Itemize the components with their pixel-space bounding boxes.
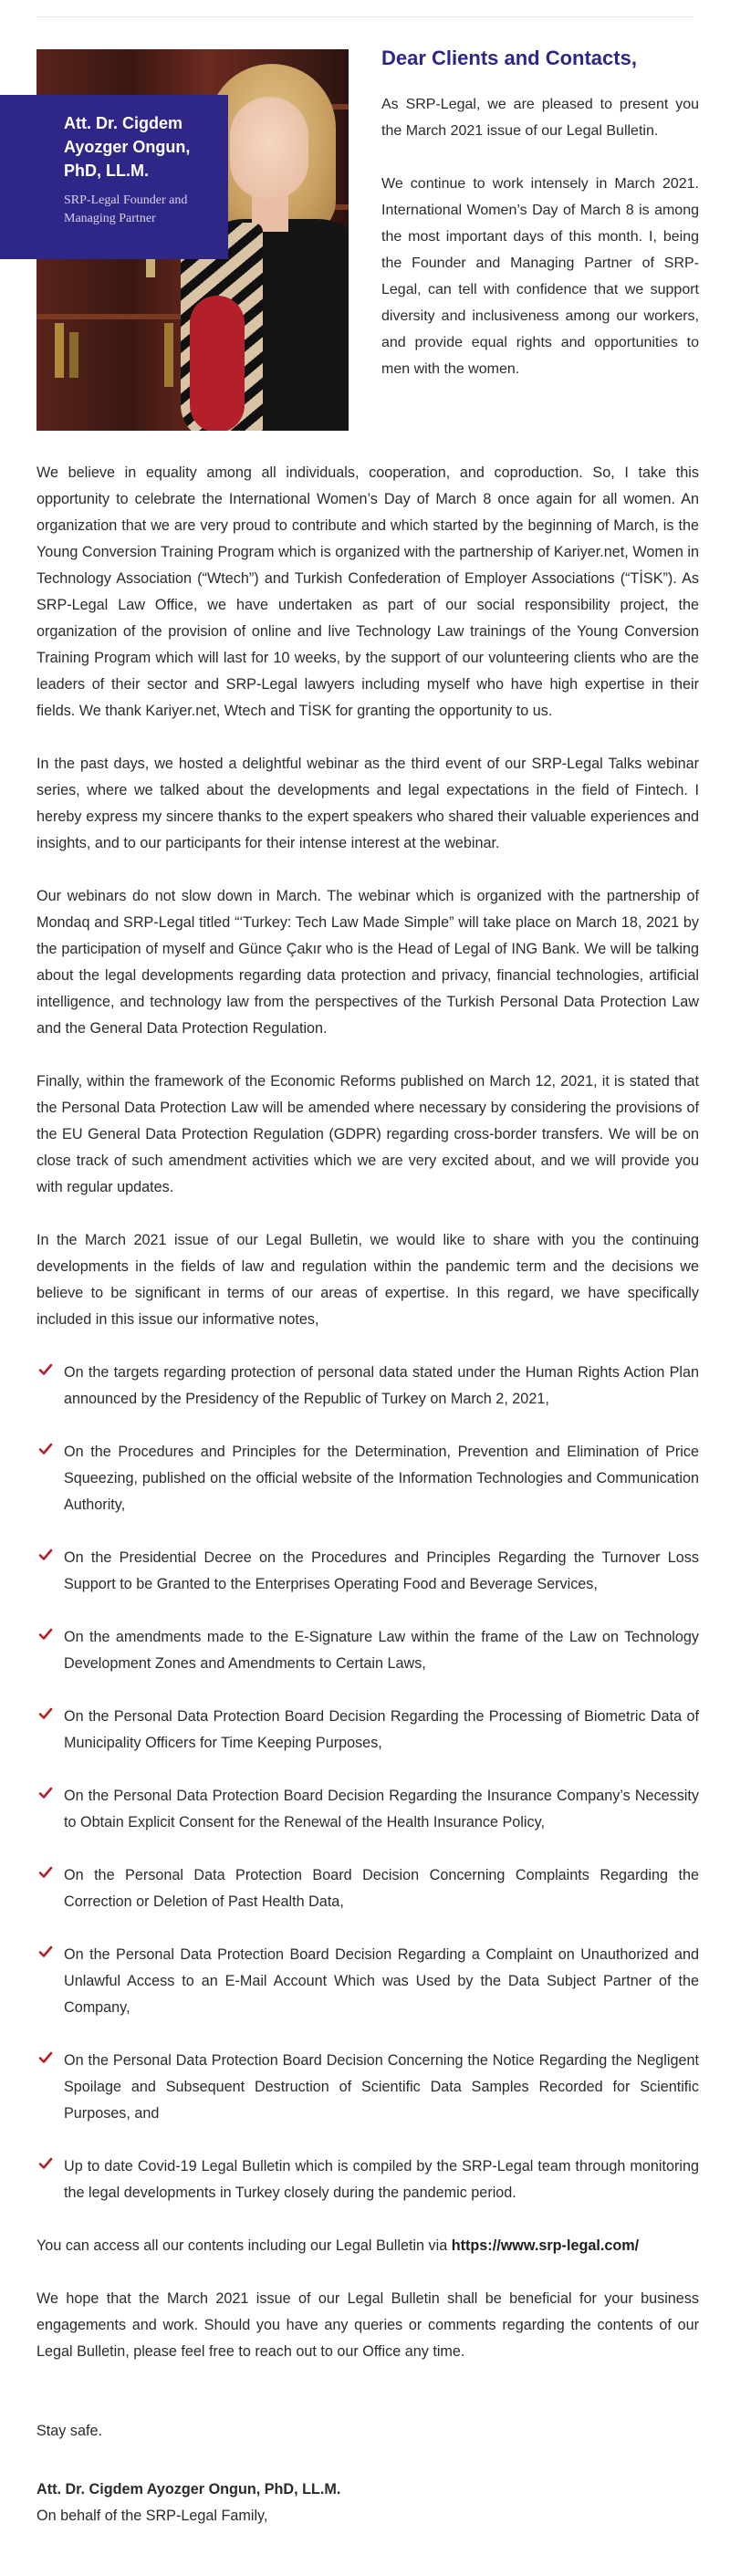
list-item-text: On the Personal Data Protection Board Decision Concerning the Notice Regarding the Negligent Spoilage and Subsequent Destruction of Scientific Data Samples Recorded for Scientific Purposes, and	[64, 2052, 699, 2122]
checkmark-icon	[38, 1627, 53, 1642]
founder-name-card	[0, 95, 228, 259]
access-text: You can access all our contents including our Legal Bulletin via	[36, 2237, 452, 2254]
checkmark-icon	[38, 1786, 53, 1800]
list-item	[36, 1439, 699, 1518]
list-item-text: On the Procedures and Principles for the Determination, Prevention and Elimination of Price Squeezing, published on the official website of the Information Technologies and Communication Authority,	[64, 1444, 699, 1513]
paragraph-equality: We believe in equality among all individuals, cooperation, and coproduction. So, I take this opportunity to celebrate the International Women’s Day of March 8 once again for all women. An organization that we are very proud to contribute and which started by the beginning of March, is the Young Conversion Training Program which is organized with the partnership of Kariyer.net, Women in Technology Association (“Wtech”) and Turkish Confederation of Employer Associations (“TİSK”). As SRP-Legal Law Office, we have undertaken as part of our social responsibility project, the organization of the provision of online and live Technology Law trainings of the Young Conversion Training Program which will last for 10 weeks, by the support of our volunteering clients who are the leaders of their sector and SRP-Legal lawyers including myself who have high expertise in their fields. We thank Kariyer.net, Wtech and TİSK for granting the opportunity to us.	[36, 464, 699, 719]
list-item	[36, 1360, 699, 1413]
signature-name: Att. Dr. Cigdem Ayozger Ongun, PhD, LL.M.	[36, 2481, 341, 2498]
list-item	[36, 1704, 699, 1757]
closing-paragraph: We hope that the March 2021 issue of our Legal Bulletin shall be beneficial for your business engagements and work. Should you have any queries or comments regarding the contents of our Legal Bulletin, please feel free to reach out to our Office any time.	[36, 2290, 699, 2360]
checkmark-icon	[38, 1865, 53, 1880]
intro-column	[381, 44, 699, 409]
list-item	[36, 2048, 699, 2127]
checkmark-icon	[38, 1362, 53, 1377]
checkmark-icon	[38, 1706, 53, 1721]
founder-role: SRP-Legal Founder and Managing Partner	[64, 193, 188, 225]
paragraph-webinar-fintech: In the past days, we hosted a delightful webinar as the third event of our SRP-Legal Talks webinar series, where we talked about the developments and legal expectations in the field of Fintech. I hereby express my sincere thanks to the expert speakers who shared their valuable experiences and insights, and to our participants for their intense interest at the webinar.	[36, 756, 699, 851]
paragraph-economic-reforms: Finally, within the framework of the Economic Reforms published on March 12, 2021, it is stated that the Personal Data Protection Law will be amended where necessary by considering the provisions of the EU General Data Protection Regulation (GDPR) regarding cross-border transfers. We will be on close track of such amendment activities which we are very excited about, and we will provide you with regular updates.	[36, 1073, 699, 1195]
greeting-heading: Dear Clients and Contacts,	[381, 47, 637, 69]
paragraph-webinar-march: Our webinars do not slow down in March. The webinar which is organized with the partnership of Mondaq and SRP-Legal titled “‘Turkey: Tech Law Made Simple” will take place on March 18, 2021 by the participation of myself and Günce Çakır who is the Head of Legal of ING Bank. We will be talking about the legal developments regarding data protection and privacy, financial technologies, artificial intelligence, and technology law from the perspectives of the Turkish Personal Data Protection Law and the General Data Protection Regulation.	[36, 888, 699, 1037]
notes-list	[36, 1360, 699, 2206]
list-item-text: On the Personal Data Protection Board Decision Regarding the Processing of Biometric Data of Municipality Officers for Time Keeping Purposes,	[64, 1708, 699, 1751]
intro-paragraph-2: We continue to work intensely in March 2021. International Women’s Day of March 8 is among the most important days of this month. I, being the Founder and Managing Partner of SRP-Legal, can tell with confidence that we support diversity and inclusiveness among our workers, and provide equal rights and opportunities to men with the women.	[381, 176, 699, 377]
list-item	[36, 2154, 699, 2206]
list-item-text: Up to date Covid-19 Legal Bulletin which is compiled by the SRP-Legal team through monitoring the legal developments in Turkey closely during the pandemic period.	[64, 2158, 699, 2201]
checkmark-icon	[38, 1945, 53, 1959]
list-item	[36, 1783, 699, 1836]
list-item-text: On the amendments made to the E-Signature Law within the frame of the Law on Technology Development Zones and Amendments to Certain Laws,	[64, 1629, 699, 1672]
list-item	[36, 1942, 699, 2021]
founder-name: Att. Dr. Cigdem Ayozger Ongun, PhD, LL.M.	[64, 114, 191, 180]
list-item-text: On the Personal Data Protection Board Decision Regarding a Complaint on Unauthorized and Unlawful Access to an E-Mail Account Which was Used by the Data Subject Partner of the Company,	[64, 1946, 699, 2016]
bulletin-body	[36, 460, 699, 2529]
access-paragraph	[36, 2233, 699, 2259]
checkmark-icon	[38, 2156, 53, 2171]
list-item	[36, 1862, 699, 1915]
stay-safe-text: Stay safe.	[36, 2423, 102, 2439]
checkmark-icon	[38, 1548, 53, 1562]
list-item	[36, 1545, 699, 1598]
list-item	[36, 1624, 699, 1677]
website-link[interactable]: https://www.srp-legal.com/	[451, 2237, 640, 2254]
list-item-text: On the Personal Data Protection Board Decision Concerning Complaints Regarding the Correction or Deletion of Past Health Data,	[64, 1867, 699, 1910]
list-item-text: On the Personal Data Protection Board Decision Regarding the Insurance Company’s Necessity to Obtain Explicit Consent for the Renewal of the Health Insurance Policy,	[64, 1788, 699, 1830]
checkmark-icon	[38, 2050, 53, 2065]
paragraph-issue-intro: In the March 2021 issue of our Legal Bulletin, we would like to share with you the continuing developments in the fields of law and regulation within the pandemic term and the decisions we believe to be significant in terms of our areas of expertise. In this regard, we have specifically included in this issue our informative notes,	[36, 1232, 699, 1328]
signature-line: On behalf of the SRP-Legal Family,	[36, 2508, 268, 2524]
list-item-text: On the targets regarding protection of personal data stated under the Human Rights Action Plan announced by the Presidency of the Republic of Turkey on March 2, 2021,	[64, 1364, 699, 1407]
top-divider	[36, 16, 694, 17]
checkmark-icon	[38, 1442, 53, 1456]
list-item-text: On the Presidential Decree on the Procedures and Principles Regarding the Turnover Loss Support to be Granted to the Enterprises Operating Food and Beverage Services,	[64, 1549, 699, 1592]
intro-paragraph-1: As SRP-Legal, we are pleased to present you the March 2021 issue of our Legal Bulletin.	[381, 97, 699, 139]
